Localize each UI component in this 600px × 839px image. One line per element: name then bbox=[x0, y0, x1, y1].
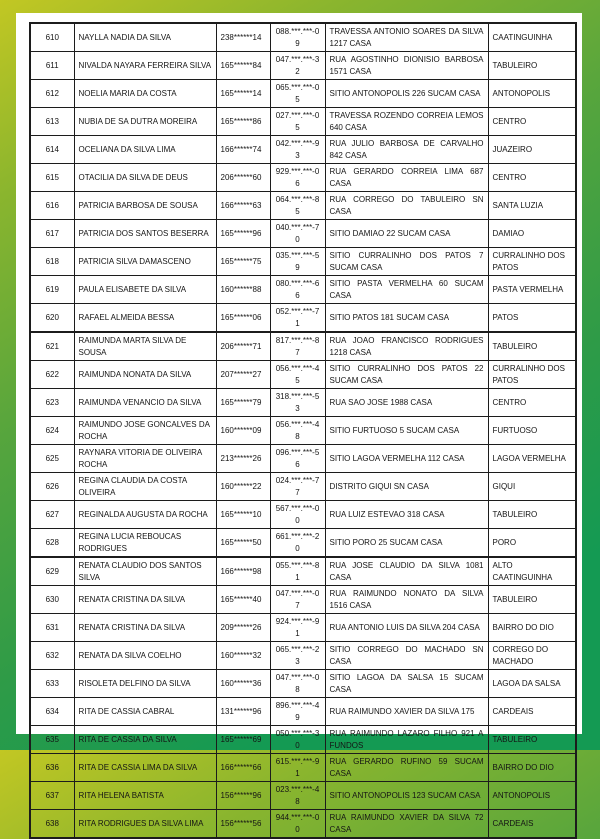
address-cell: RUA CORREGO DO TABULEIRO SN CASA bbox=[325, 192, 488, 220]
nis-masked-cell: 156******96 bbox=[216, 782, 270, 810]
nis-masked-cell: 160******36 bbox=[216, 670, 270, 698]
table-row bbox=[30, 108, 576, 136]
cpf-masked-cell: 096.***.***-56 bbox=[270, 445, 325, 473]
cpf-masked-cell: 056.***.***-45 bbox=[270, 361, 325, 389]
district-cell: PATOS bbox=[488, 304, 576, 333]
address-cell: SITIO PASTA VERMELHA 60 SUCAM CASA bbox=[325, 276, 488, 304]
address-cell: TRAVESSA ROZENDO CORREIA LEMOS 640 CASA bbox=[325, 108, 488, 136]
address-cell: RUA GERARDO CORREIA LIMA 687 CASA bbox=[325, 164, 488, 192]
name-cell: RAIMUNDO JOSE GONCALVES DA ROCHA bbox=[74, 417, 216, 445]
address-cell: DISTRITO GIQUI SN CASA bbox=[325, 473, 488, 501]
table-row bbox=[30, 52, 576, 80]
address-cell: RUA SAO JOSE 1988 CASA bbox=[325, 389, 488, 417]
name-cell: NAYLLA NADIA DA SILVA bbox=[74, 23, 216, 52]
cpf-masked-cell: 929.***.***-06 bbox=[270, 164, 325, 192]
district-cell: FURTUOSO bbox=[488, 417, 576, 445]
beneficiary-table bbox=[29, 22, 577, 839]
table-row bbox=[30, 164, 576, 192]
nis-masked-cell: 160******32 bbox=[216, 642, 270, 670]
table-row bbox=[30, 136, 576, 164]
nis-masked-cell: 160******88 bbox=[216, 276, 270, 304]
district-cell: TABULEIRO bbox=[488, 586, 576, 614]
row-number-cell: 616 bbox=[30, 192, 74, 220]
cpf-masked-cell: 080.***.***-66 bbox=[270, 276, 325, 304]
row-number-cell: 612 bbox=[30, 80, 74, 108]
name-cell: RITA DE CASSIA CABRAL bbox=[74, 698, 216, 726]
name-cell: OCELIANA DA SILVA LIMA bbox=[74, 136, 216, 164]
nis-masked-cell: 165******06 bbox=[216, 304, 270, 333]
table-row bbox=[30, 417, 576, 445]
name-cell: RITA HELENA BATISTA bbox=[74, 782, 216, 810]
cpf-masked-cell: 567.***.***-00 bbox=[270, 501, 325, 529]
name-cell: RAIMUNDA MARTA SILVA DE SOUSA bbox=[74, 332, 216, 361]
table-row bbox=[30, 445, 576, 473]
table-row bbox=[30, 810, 576, 839]
nis-masked-cell: 165******10 bbox=[216, 501, 270, 529]
name-cell: RITA RODRIGUES DA SILVA LIMA bbox=[74, 810, 216, 839]
nis-masked-cell: 166******98 bbox=[216, 557, 270, 586]
district-cell: BAIRRO DO DIO bbox=[488, 754, 576, 782]
address-cell: SITIO PATOS 181 SUCAM CASA bbox=[325, 304, 488, 333]
cpf-masked-cell: 047.***.***-32 bbox=[270, 52, 325, 80]
cpf-masked-cell: 047.***.***-07 bbox=[270, 586, 325, 614]
cpf-masked-cell: 896.***.***-49 bbox=[270, 698, 325, 726]
row-number-cell: 636 bbox=[30, 754, 74, 782]
table-row bbox=[30, 642, 576, 670]
row-number-cell: 610 bbox=[30, 23, 74, 52]
address-cell: SITIO CURRALINHO DOS PATOS 7 SUCAM CASA bbox=[325, 248, 488, 276]
name-cell: NIVALDA NAYARA FERREIRA SILVA bbox=[74, 52, 216, 80]
cpf-masked-cell: 615.***.***-91 bbox=[270, 754, 325, 782]
name-cell: REGINALDA AUGUSTA DA ROCHA bbox=[74, 501, 216, 529]
address-cell: RUA LUIZ ESTEVAO 318 CASA bbox=[325, 501, 488, 529]
cpf-masked-cell: 065.***.***-23 bbox=[270, 642, 325, 670]
name-cell: PATRICIA SILVA DAMASCENO bbox=[74, 248, 216, 276]
district-cell: CURRALINHO DOS PATOS bbox=[488, 248, 576, 276]
cpf-masked-cell: 318.***.***-53 bbox=[270, 389, 325, 417]
document-page bbox=[16, 13, 582, 834]
nis-masked-cell: 166******66 bbox=[216, 754, 270, 782]
table-row bbox=[30, 304, 576, 333]
row-number-cell: 633 bbox=[30, 670, 74, 698]
table-row bbox=[30, 23, 576, 52]
district-cell: CORREGO DO MACHADO bbox=[488, 642, 576, 670]
name-cell: PATRICIA DOS SANTOS BESERRA bbox=[74, 220, 216, 248]
row-number-cell: 618 bbox=[30, 248, 74, 276]
nis-masked-cell: 165******96 bbox=[216, 220, 270, 248]
table-row bbox=[30, 782, 576, 810]
nis-masked-cell: 206******71 bbox=[216, 332, 270, 361]
name-cell: RITA DE CASSIA LIMA DA SILVA bbox=[74, 754, 216, 782]
row-number-cell: 620 bbox=[30, 304, 74, 333]
address-cell: RUA AGOSTINHO DIONISIO BARBOSA 1571 CASA bbox=[325, 52, 488, 80]
table-row bbox=[30, 698, 576, 726]
row-number-cell: 615 bbox=[30, 164, 74, 192]
cpf-masked-cell: 817.***.***-87 bbox=[270, 332, 325, 361]
district-cell: ALTO CAATINGUINHA bbox=[488, 557, 576, 586]
name-cell: NUBIA DE SA DUTRA MOREIRA bbox=[74, 108, 216, 136]
address-cell: TRAVESSA ANTONIO SOARES DA SILVA 1217 CASA bbox=[325, 23, 488, 52]
cpf-masked-cell: 027.***.***-05 bbox=[270, 108, 325, 136]
row-number-cell: 638 bbox=[30, 810, 74, 839]
district-cell: TABULEIRO bbox=[488, 726, 576, 754]
district-cell: DAMIAO bbox=[488, 220, 576, 248]
name-cell: RENATA CRISTINA DA SILVA bbox=[74, 586, 216, 614]
district-cell: CURRALINHO DOS PATOS bbox=[488, 361, 576, 389]
district-cell: CARDEAIS bbox=[488, 810, 576, 839]
address-cell: SITIO LAGOA VERMELHA 112 CASA bbox=[325, 445, 488, 473]
cpf-masked-cell: 924.***.***-91 bbox=[270, 614, 325, 642]
row-number-cell: 614 bbox=[30, 136, 74, 164]
name-cell: RAFAEL ALMEIDA BESSA bbox=[74, 304, 216, 333]
row-number-cell: 626 bbox=[30, 473, 74, 501]
name-cell: OTACILIA DA SILVA DE DEUS bbox=[74, 164, 216, 192]
table-row bbox=[30, 361, 576, 389]
cpf-masked-cell: 944.***.***-00 bbox=[270, 810, 325, 839]
nis-masked-cell: 165******50 bbox=[216, 529, 270, 558]
cpf-masked-cell: 064.***.***-85 bbox=[270, 192, 325, 220]
nis-masked-cell: 165******84 bbox=[216, 52, 270, 80]
address-cell: SITIO FURTUOSO 5 SUCAM CASA bbox=[325, 417, 488, 445]
address-cell: SITIO DAMIAO 22 SUCAM CASA bbox=[325, 220, 488, 248]
district-cell: JUAZEIRO bbox=[488, 136, 576, 164]
table-row bbox=[30, 501, 576, 529]
table-row bbox=[30, 220, 576, 248]
table-row bbox=[30, 276, 576, 304]
address-cell: SITIO ANTONOPOLIS 226 SUCAM CASA bbox=[325, 80, 488, 108]
district-cell: SANTA LUZIA bbox=[488, 192, 576, 220]
name-cell: NOELIA MARIA DA COSTA bbox=[74, 80, 216, 108]
row-number-cell: 625 bbox=[30, 445, 74, 473]
cpf-masked-cell: 024.***.***-77 bbox=[270, 473, 325, 501]
name-cell: RENATA CLAUDIO DOS SANTOS SILVA bbox=[74, 557, 216, 586]
address-cell: RUA RAIMUNDO XAVIER DA SILVA 72 CASA bbox=[325, 810, 488, 839]
cpf-masked-cell: 042.***.***-93 bbox=[270, 136, 325, 164]
address-cell: SITIO CORREGO DO MACHADO SN CASA bbox=[325, 642, 488, 670]
row-number-cell: 635 bbox=[30, 726, 74, 754]
name-cell: RAIMUNDA NONATA DA SILVA bbox=[74, 361, 216, 389]
name-cell: REGINA LUCIA REBOUCAS RODRIGUES bbox=[74, 529, 216, 558]
nis-masked-cell: 209******26 bbox=[216, 614, 270, 642]
row-number-cell: 611 bbox=[30, 52, 74, 80]
cpf-masked-cell: 055.***.***-81 bbox=[270, 557, 325, 586]
name-cell: REGINA CLAUDIA DA COSTA OLIVEIRA bbox=[74, 473, 216, 501]
name-cell: RISOLETA DELFINO DA SILVA bbox=[74, 670, 216, 698]
nis-masked-cell: 165******79 bbox=[216, 389, 270, 417]
district-cell: BAIRRO DO DIO bbox=[488, 614, 576, 642]
table-row bbox=[30, 557, 576, 586]
address-cell: RUA JOSE CLAUDIO DA SILVA 1081 CASA bbox=[325, 557, 488, 586]
nis-masked-cell: 165******75 bbox=[216, 248, 270, 276]
table-row bbox=[30, 754, 576, 782]
district-cell: CARDEAIS bbox=[488, 698, 576, 726]
row-number-cell: 619 bbox=[30, 276, 74, 304]
address-cell: SITIO CURRALINHO DOS PATOS 22 SUCAM CASA bbox=[325, 361, 488, 389]
nis-masked-cell: 165******14 bbox=[216, 80, 270, 108]
district-cell: TABULEIRO bbox=[488, 332, 576, 361]
table-row bbox=[30, 332, 576, 361]
name-cell: RITA DE CASSIA DA SILVA bbox=[74, 726, 216, 754]
nis-masked-cell: 165******40 bbox=[216, 586, 270, 614]
table-row bbox=[30, 586, 576, 614]
address-cell: RUA JULIO BARBOSA DE CARVALHO 842 CASA bbox=[325, 136, 488, 164]
table-row bbox=[30, 80, 576, 108]
row-number-cell: 621 bbox=[30, 332, 74, 361]
district-cell: CENTRO bbox=[488, 108, 576, 136]
district-cell: ANTONOPOLIS bbox=[488, 80, 576, 108]
cpf-masked-cell: 088.***.***-09 bbox=[270, 23, 325, 52]
nis-masked-cell: 160******09 bbox=[216, 417, 270, 445]
address-cell: RUA ANTONIO LUIS DA SILVA 204 CASA bbox=[325, 614, 488, 642]
address-cell: RUA GERARDO RUFINO 59 SUCAM CASA bbox=[325, 754, 488, 782]
nis-masked-cell: 238******14 bbox=[216, 23, 270, 52]
district-cell: PORO bbox=[488, 529, 576, 558]
address-cell: SITIO ANTONOPOLIS 123 SUCAM CASA bbox=[325, 782, 488, 810]
name-cell: RAIMUNDA VENANCIO DA SILVA bbox=[74, 389, 216, 417]
name-cell: PATRICIA BARBOSA DE SOUSA bbox=[74, 192, 216, 220]
cpf-masked-cell: 035.***.***-59 bbox=[270, 248, 325, 276]
table-row bbox=[30, 670, 576, 698]
nis-masked-cell: 206******60 bbox=[216, 164, 270, 192]
nis-masked-cell: 160******22 bbox=[216, 473, 270, 501]
table-row bbox=[30, 529, 576, 558]
address-cell: RUA RAIMUNDO LAZARO FILHO 921 A FUNDOS bbox=[325, 726, 488, 754]
nis-masked-cell: 207******27 bbox=[216, 361, 270, 389]
district-cell: TABULEIRO bbox=[488, 52, 576, 80]
name-cell: RENATA CRISTINA DA SILVA bbox=[74, 614, 216, 642]
cpf-masked-cell: 023.***.***-48 bbox=[270, 782, 325, 810]
address-cell: RUA JOAO FRANCISCO RODRIGUES 1218 CASA bbox=[325, 332, 488, 361]
row-number-cell: 637 bbox=[30, 782, 74, 810]
nis-masked-cell: 166******63 bbox=[216, 192, 270, 220]
district-cell: LAGOA VERMELHA bbox=[488, 445, 576, 473]
row-number-cell: 628 bbox=[30, 529, 74, 558]
nis-masked-cell: 166******74 bbox=[216, 136, 270, 164]
cpf-masked-cell: 065.***.***-05 bbox=[270, 80, 325, 108]
district-cell: CENTRO bbox=[488, 389, 576, 417]
row-number-cell: 632 bbox=[30, 642, 74, 670]
address-cell: RUA RAIMUNDO NONATO DA SILVA 1516 CASA bbox=[325, 586, 488, 614]
row-number-cell: 631 bbox=[30, 614, 74, 642]
cpf-masked-cell: 056.***.***-48 bbox=[270, 417, 325, 445]
cpf-masked-cell: 050.***.***-30 bbox=[270, 726, 325, 754]
nis-masked-cell: 165******69 bbox=[216, 726, 270, 754]
table-row bbox=[30, 473, 576, 501]
cpf-masked-cell: 047.***.***-08 bbox=[270, 670, 325, 698]
nis-masked-cell: 156******56 bbox=[216, 810, 270, 839]
row-number-cell: 630 bbox=[30, 586, 74, 614]
district-cell: PASTA VERMELHA bbox=[488, 276, 576, 304]
district-cell: ANTONOPOLIS bbox=[488, 782, 576, 810]
address-cell: RUA RAIMUNDO XAVIER DA SILVA 175 bbox=[325, 698, 488, 726]
address-cell: SITIO PORO 25 SUCAM CASA bbox=[325, 529, 488, 558]
name-cell: RAYNARA VITORIA DE OLIVEIRA ROCHA bbox=[74, 445, 216, 473]
district-cell: CENTRO bbox=[488, 164, 576, 192]
table-row bbox=[30, 726, 576, 754]
row-number-cell: 613 bbox=[30, 108, 74, 136]
table-row bbox=[30, 192, 576, 220]
district-cell: CAATINGUINHA bbox=[488, 23, 576, 52]
cpf-masked-cell: 052.***.***-71 bbox=[270, 304, 325, 333]
name-cell: PAULA ELISABETE DA SILVA bbox=[74, 276, 216, 304]
table-row bbox=[30, 614, 576, 642]
row-number-cell: 629 bbox=[30, 557, 74, 586]
address-cell: SITIO LAGOA DA SALSA 15 SUCAM CASA bbox=[325, 670, 488, 698]
name-cell: RENATA DA SILVA COELHO bbox=[74, 642, 216, 670]
row-number-cell: 617 bbox=[30, 220, 74, 248]
cpf-masked-cell: 040.***.***-70 bbox=[270, 220, 325, 248]
row-number-cell: 634 bbox=[30, 698, 74, 726]
row-number-cell: 627 bbox=[30, 501, 74, 529]
table-row bbox=[30, 248, 576, 276]
nis-masked-cell: 213******26 bbox=[216, 445, 270, 473]
row-number-cell: 624 bbox=[30, 417, 74, 445]
district-cell: TABULEIRO bbox=[488, 501, 576, 529]
table-row bbox=[30, 389, 576, 417]
district-cell: LAGOA DA SALSA bbox=[488, 670, 576, 698]
row-number-cell: 623 bbox=[30, 389, 74, 417]
row-number-cell: 622 bbox=[30, 361, 74, 389]
nis-masked-cell: 165******86 bbox=[216, 108, 270, 136]
district-cell: GIQUI bbox=[488, 473, 576, 501]
cpf-masked-cell: 661.***.***-20 bbox=[270, 529, 325, 558]
nis-masked-cell: 131******96 bbox=[216, 698, 270, 726]
